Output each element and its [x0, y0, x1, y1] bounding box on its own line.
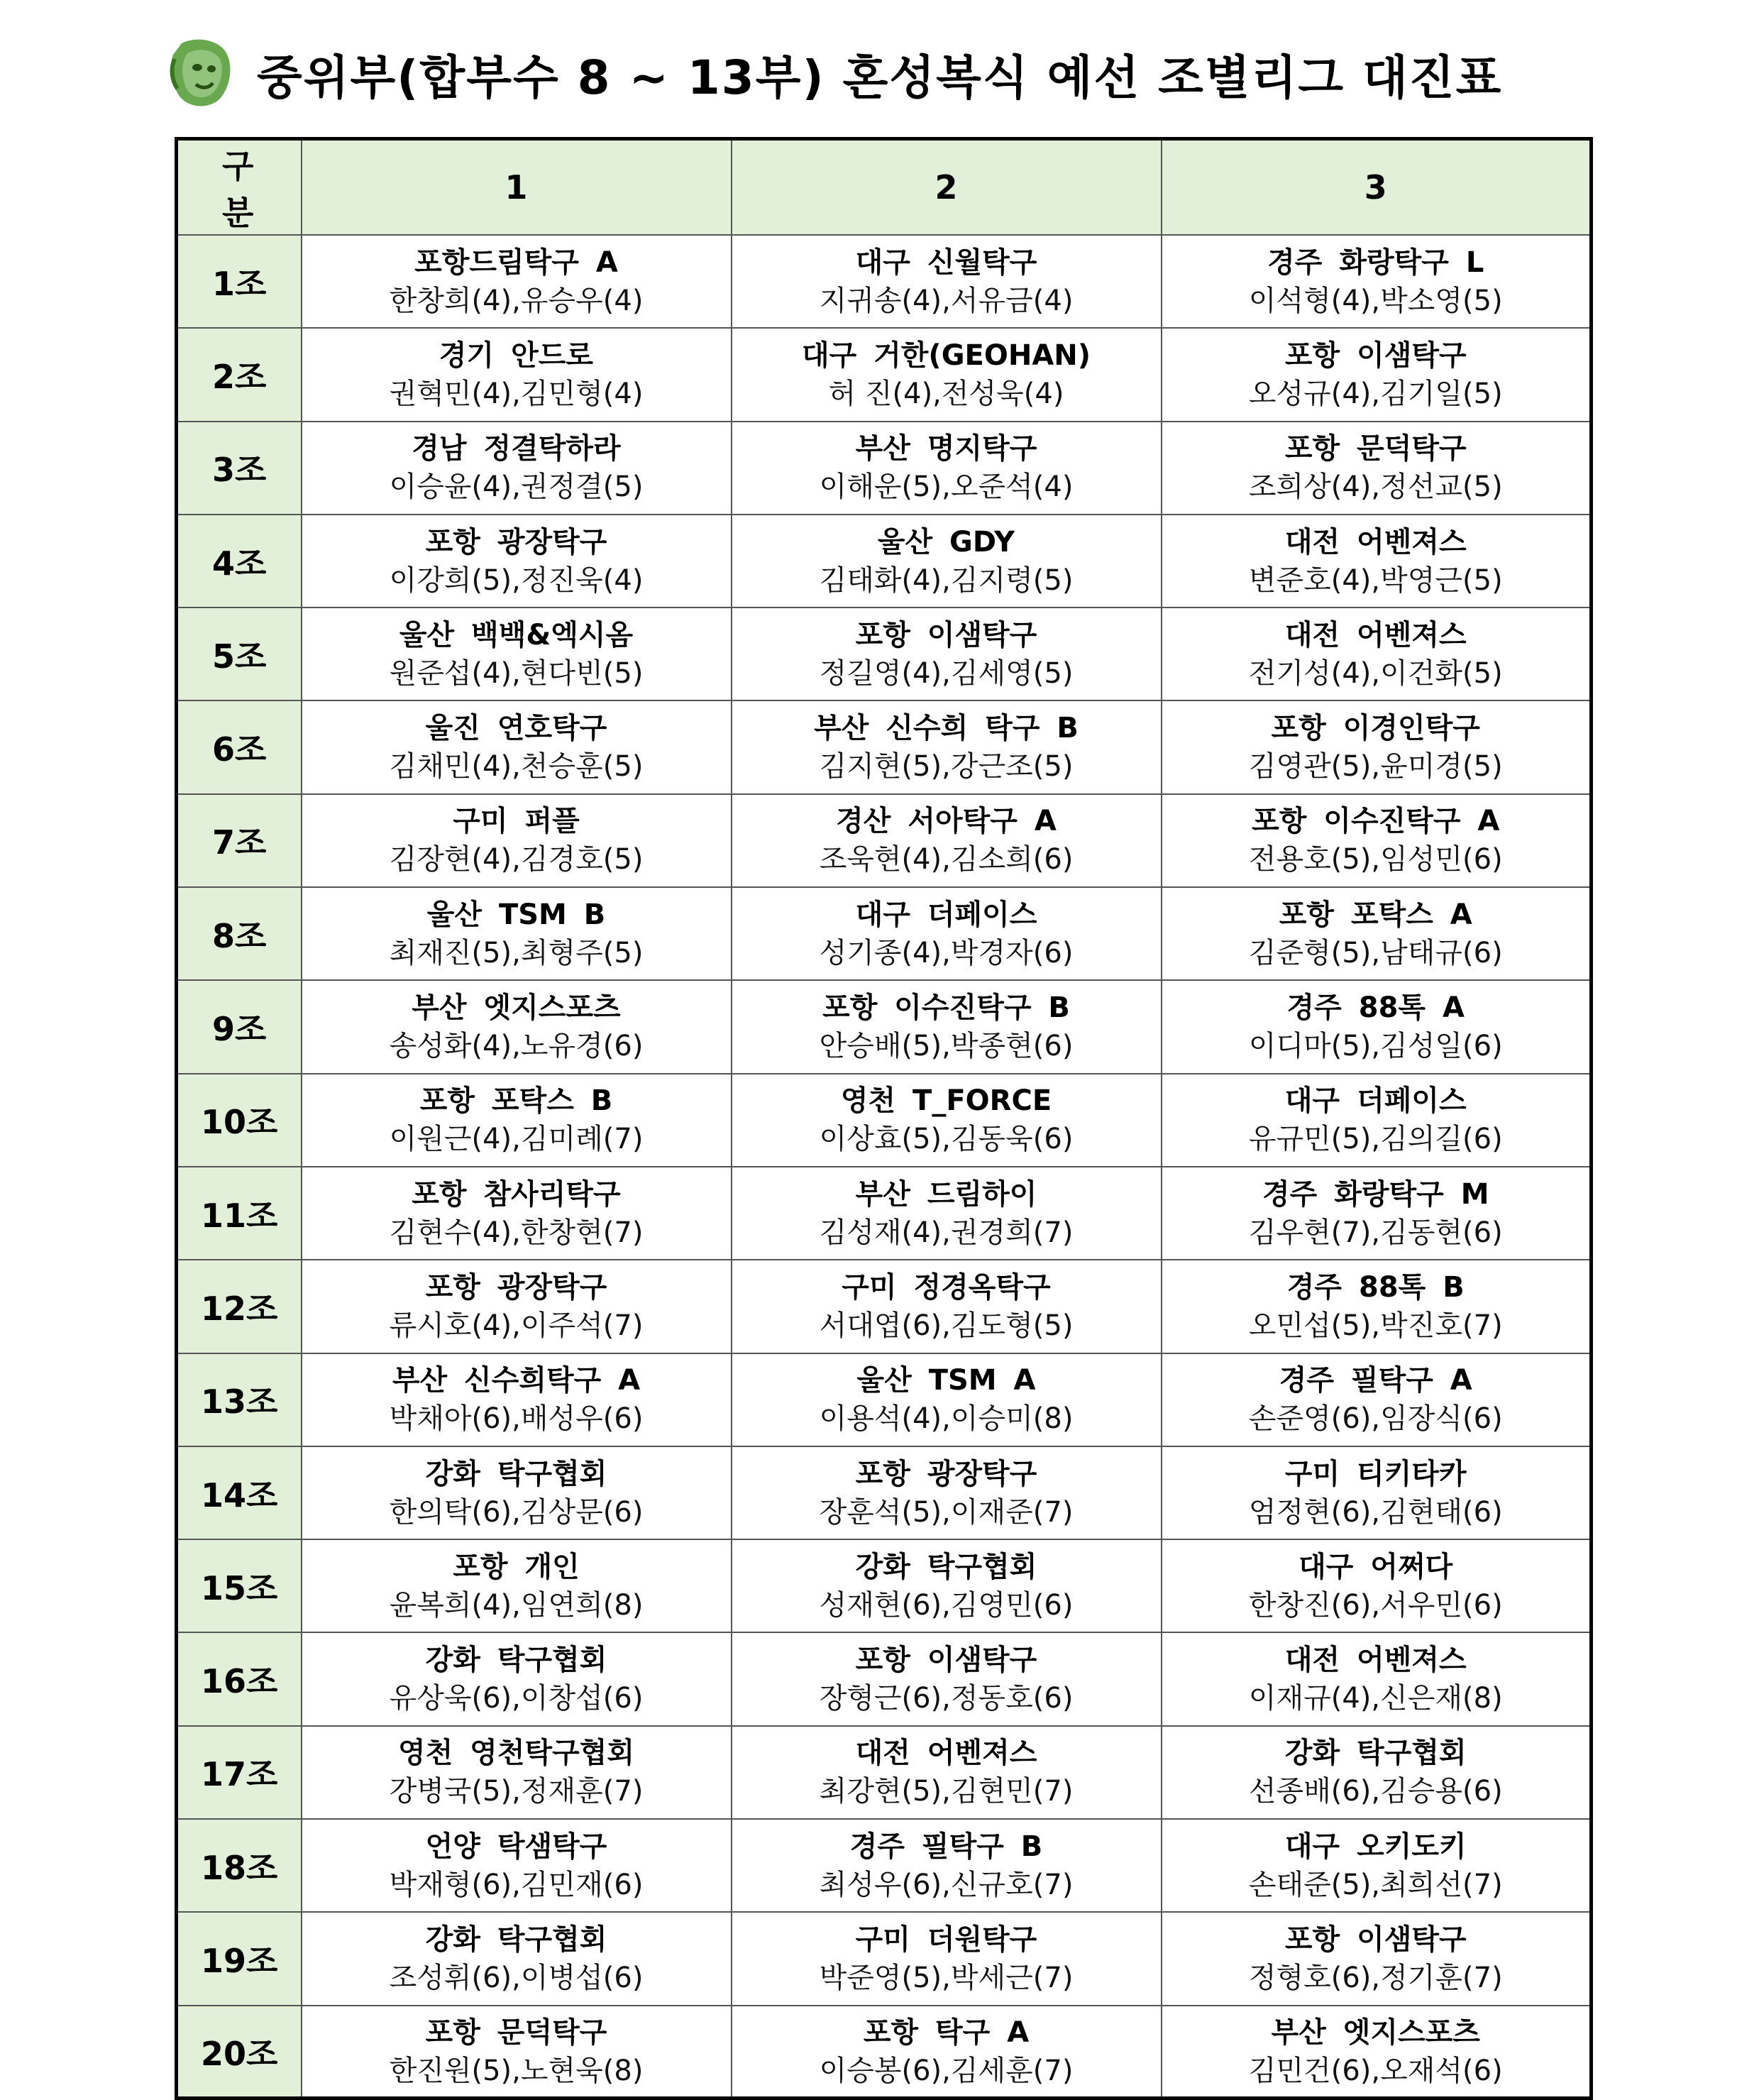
club-name: 포항 탁구 A: [863, 2016, 1030, 2049]
team-cell: [302, 794, 732, 887]
group-label: 5조: [177, 608, 302, 700]
team-cell: [1162, 1167, 1592, 1260]
club-name: 포항 이샘탁구: [855, 1644, 1037, 1677]
table-row: [177, 2006, 1592, 2099]
club-name: 포항 이샘탁구: [1284, 1923, 1467, 1956]
table-row: [177, 887, 1592, 980]
team-cell: [732, 700, 1162, 793]
table-row: [177, 1539, 1592, 1632]
club-name: 영천 T_FORCE: [840, 1084, 1052, 1118]
club-name: 경주 88톡 A: [1286, 991, 1465, 1025]
player-names: 최재진(5),최형주(5): [389, 936, 644, 969]
team-cell: [302, 887, 732, 980]
team-cell: [1162, 1912, 1592, 2005]
player-names: 조성휘(6),이병섭(6): [389, 1961, 644, 1994]
player-names: 이상효(5),김동욱(6): [819, 1123, 1074, 1156]
team-cell: [1162, 2006, 1592, 2099]
club-name: 대전 어벤져스: [855, 1737, 1037, 1770]
player-names: 김지현(5),강근조(5): [819, 750, 1074, 784]
club-name: 구미 퍼플: [453, 805, 580, 838]
team-cell: [732, 422, 1162, 515]
team-cell: [1162, 700, 1592, 793]
team-cell: [732, 980, 1162, 1073]
player-names: 조욱현(4),김소희(6): [819, 843, 1074, 876]
player-names: 최성우(6),신규호(7): [819, 1868, 1074, 1901]
player-names: 김성재(4),권경희(7): [819, 1216, 1074, 1249]
league-bracket-table: [175, 137, 1593, 2100]
group-label: 20조: [177, 2006, 302, 2099]
player-names: 성재현(6),김영민(6): [819, 1588, 1074, 1622]
team-cell: [1162, 608, 1592, 700]
player-names: 최강현(5),김현민(7): [819, 1775, 1074, 1808]
club-name: 포항 광장탁구: [425, 525, 607, 559]
player-names: 강병국(5),정재훈(7): [389, 1775, 644, 1808]
player-names: 한의탁(6),김상문(6): [389, 1495, 644, 1529]
team-cell: [302, 235, 732, 328]
group-label: 2조: [177, 328, 302, 421]
club-name: 울산 백백&엑시옴: [399, 618, 634, 652]
club-name: 포항 포탁스 A: [1279, 898, 1472, 931]
group-label: 4조: [177, 515, 302, 608]
player-names: 유상욱(6),이창섭(6): [389, 1682, 644, 1715]
team-cell: [302, 1260, 732, 1353]
team-cell: [1162, 794, 1592, 887]
player-names: 허 진(4),전성욱(4): [828, 377, 1064, 410]
club-name: 포항 문덕탁구: [1284, 432, 1467, 466]
team-cell: [1162, 1260, 1592, 1353]
club-name: 대전 어벤져스: [1284, 525, 1467, 559]
club-name: 경남 정결탁하라: [412, 432, 621, 466]
club-name: 포항 참사리탁구: [412, 1177, 621, 1211]
club-name: 부산 엣지스포츠: [412, 991, 621, 1025]
player-names: 류시호(4),이주석(7): [389, 1309, 644, 1342]
green-mask-logo-icon: [167, 38, 233, 109]
player-names: 박준영(5),박세근(7): [819, 1961, 1074, 1994]
player-names: 손준영(6),임장식(6): [1248, 1402, 1503, 1436]
club-name: 강화 탁구협회: [425, 1644, 607, 1677]
team-cell: [302, 1539, 732, 1632]
team-cell: [732, 1446, 1162, 1539]
club-name: 경주 필탁구 A: [1279, 1364, 1472, 1397]
player-names: 이승윤(4),권정결(5): [389, 471, 644, 504]
player-names: 이강희(5),정진욱(4): [389, 564, 644, 597]
club-name: 부산 명지탁구: [855, 432, 1037, 466]
team-cell: [302, 1632, 732, 1725]
team-cell: [1162, 328, 1592, 421]
club-name: 부산 신수희탁구 A: [392, 1364, 641, 1397]
player-names: 정길영(4),김세영(5): [819, 656, 1074, 690]
player-names: 원준섭(4),현다빈(5): [389, 656, 644, 690]
team-cell: [302, 1912, 732, 2005]
club-name: 포항 이경인탁구: [1271, 712, 1480, 745]
club-name: 포항 이샘탁구: [1284, 339, 1467, 372]
team-cell: [1162, 235, 1592, 328]
player-names: 한창희(4),유승우(4): [389, 284, 644, 317]
club-name: 경기 안드로: [439, 339, 594, 372]
team-cell: [732, 1353, 1162, 1446]
group-label: 19조: [177, 1912, 302, 2005]
team-cell: [732, 328, 1162, 421]
table-row: [177, 980, 1592, 1073]
club-name: 울산 GDY: [877, 525, 1015, 559]
player-names: 성기종(4),박경자(6): [819, 936, 1074, 969]
club-name: 울산 TSM A: [856, 1364, 1036, 1397]
team-cell: [732, 1632, 1162, 1725]
player-names: 선종배(6),김승용(6): [1248, 1775, 1503, 1808]
player-names: 박재형(6),김민재(6): [389, 1868, 644, 1901]
club-name: 포항 문덕탁구: [425, 2016, 607, 2049]
team-cell: [732, 1167, 1162, 1260]
player-names: 이승봉(6),김세훈(7): [819, 2054, 1074, 2087]
header-group: 구 분: [177, 139, 302, 236]
player-names: 이용석(4),이승미(8): [819, 1402, 1074, 1436]
team-cell: [1162, 1819, 1592, 1912]
table-row: [177, 1632, 1592, 1725]
player-names: 이재규(4),신은재(8): [1248, 1682, 1503, 1715]
player-names: 지귀송(4),서유금(4): [819, 284, 1074, 317]
club-name: 경주 필탁구 B: [849, 1830, 1043, 1863]
club-name: 대구 어쩌다: [1298, 1550, 1453, 1583]
club-name: 구미 더원탁구: [855, 1923, 1037, 1956]
team-cell: [302, 1074, 732, 1167]
team-cell: [1162, 422, 1592, 515]
page-title: 중위부(합부수 8 ~ 13부) 혼성복식 예선 조별리그 대진표: [257, 50, 1503, 105]
team-cell: [302, 1726, 732, 1819]
player-names: 엄정현(6),김현태(6): [1248, 1495, 1503, 1529]
table-row: [177, 1819, 1592, 1912]
table-row: [177, 794, 1592, 887]
header-col-1: 1: [302, 139, 732, 236]
player-names: 김민건(6),오재석(6): [1248, 2054, 1503, 2087]
club-name: 포항 광장탁구: [425, 1270, 607, 1304]
club-name: 부산 신수희 탁구 B: [814, 712, 1079, 745]
club-name: 포항 개인: [453, 1550, 580, 1583]
player-names: 김채민(4),천승훈(5): [389, 750, 644, 784]
club-name: 부산 엣지스포츠: [1271, 2016, 1480, 2049]
table-row: [177, 1260, 1592, 1353]
club-name: 대전 어벤져스: [1284, 1644, 1467, 1677]
club-name: 포항드림탁구 A: [414, 246, 618, 279]
group-label: 12조: [177, 1260, 302, 1353]
player-names: 김태화(4),김지령(5): [819, 564, 1074, 597]
club-name: 대구 더페이스: [855, 898, 1037, 931]
team-cell: [302, 1167, 732, 1260]
club-name: 대구 신월탁구: [855, 246, 1037, 279]
team-cell: [1162, 1353, 1592, 1446]
club-name: 대구 거한(GEOHAN): [801, 339, 1091, 372]
header-col-2: 2: [732, 139, 1162, 236]
team-cell: [732, 608, 1162, 700]
team-cell: [302, 1353, 732, 1446]
group-label: 1조: [177, 235, 302, 328]
club-name: 경주 88톡 B: [1286, 1270, 1465, 1304]
player-names: 장형근(6),정동호(6): [819, 1682, 1074, 1715]
club-name: 구미 티키타카: [1284, 1457, 1467, 1490]
club-name: 대구 오키도키: [1284, 1830, 1467, 1863]
club-name: 울진 연호탁구: [425, 712, 607, 745]
table-row: [177, 422, 1592, 515]
team-cell: [732, 515, 1162, 608]
team-cell: [732, 2006, 1162, 2099]
club-name: 경산 서아탁구 A: [836, 805, 1057, 838]
group-label: 15조: [177, 1539, 302, 1632]
table-row: [177, 235, 1592, 328]
group-label: 10조: [177, 1074, 302, 1167]
player-names: 이해운(5),오준석(4): [819, 471, 1074, 504]
table-row: [177, 515, 1592, 608]
table-row: [177, 1353, 1592, 1446]
team-cell: [1162, 515, 1592, 608]
team-cell: [302, 700, 732, 793]
player-names: 변준호(4),박영근(5): [1248, 564, 1503, 597]
club-name: 강화 탁구협회: [1284, 1737, 1467, 1770]
player-names: 김우현(7),김동현(6): [1248, 1216, 1503, 1249]
team-cell: [302, 1446, 732, 1539]
club-name: 포항 포탁스 B: [419, 1084, 613, 1118]
club-name: 부산 드림하이: [855, 1177, 1037, 1211]
club-name: 언양 탁샘탁구: [425, 1830, 607, 1863]
table-row: [177, 328, 1592, 421]
club-name: 영천 영천탁구협회: [397, 1737, 635, 1770]
header-col-3: 3: [1162, 139, 1592, 236]
group-label: 9조: [177, 980, 302, 1073]
club-name: 대전 어벤져스: [1284, 618, 1467, 652]
header-row: [177, 139, 1592, 236]
player-names: 윤복희(4),임연희(8): [389, 1588, 644, 1622]
player-names: 장훈석(5),이재준(7): [819, 1495, 1074, 1529]
team-cell: [732, 1726, 1162, 1819]
player-names: 오민섭(5),박진호(7): [1248, 1309, 1503, 1342]
table-row: [177, 608, 1592, 700]
player-names: 유규민(5),김의길(6): [1248, 1123, 1503, 1156]
club-name: 울산 TSM B: [426, 898, 606, 931]
player-names: 한진원(5),노현욱(8): [389, 2054, 644, 2087]
club-name: 구미 정경옥탁구: [842, 1270, 1051, 1304]
team-cell: [1162, 1632, 1592, 1725]
team-cell: [732, 1539, 1162, 1632]
team-cell: [732, 794, 1162, 887]
table-row: [177, 700, 1592, 793]
title-row: [167, 34, 1587, 112]
player-names: 박채아(6),배성우(6): [389, 1402, 644, 1436]
team-cell: [732, 1074, 1162, 1167]
player-names: 권혁민(4),김민형(4): [389, 377, 644, 410]
player-names: 서대엽(6),김도형(5): [819, 1309, 1074, 1342]
team-cell: [732, 887, 1162, 980]
player-names: 김준형(5),남태규(6): [1248, 936, 1503, 969]
group-label: 3조: [177, 422, 302, 515]
club-name: 포항 이수진탁구 A: [1252, 805, 1500, 838]
club-name: 경주 화랑탁구 M: [1262, 1177, 1489, 1211]
team-cell: [1162, 1074, 1592, 1167]
table-row: [177, 1446, 1592, 1539]
player-names: 김장현(4),김경호(5): [389, 843, 644, 876]
team-cell: [302, 328, 732, 421]
group-label: 17조: [177, 1726, 302, 1819]
player-names: 전기성(4),이건화(5): [1248, 656, 1503, 690]
club-name: 강화 탁구협회: [425, 1923, 607, 1956]
team-cell: [732, 235, 1162, 328]
player-names: 이원근(4),김미례(7): [389, 1123, 644, 1156]
group-label: 11조: [177, 1167, 302, 1260]
player-names: 김영관(5),윤미경(5): [1248, 750, 1503, 784]
team-cell: [1162, 887, 1592, 980]
table-row: [177, 1074, 1592, 1167]
group-label: 16조: [177, 1632, 302, 1725]
club-name: 포항 이샘탁구: [855, 618, 1037, 652]
player-names: 손태준(5),최희선(7): [1248, 1868, 1503, 1901]
club-name: 강화 탁구협회: [855, 1550, 1037, 1583]
player-names: 이디마(5),김성일(6): [1248, 1030, 1503, 1063]
team-cell: [1162, 1726, 1592, 1819]
player-names: 송성화(4),노유경(6): [389, 1030, 644, 1063]
player-names: 정형호(6),정기훈(7): [1248, 1961, 1503, 1994]
group-label: 7조: [177, 794, 302, 887]
team-cell: [732, 1260, 1162, 1353]
team-cell: [302, 1819, 732, 1912]
player-names: 조희상(4),정선교(5): [1248, 471, 1503, 504]
club-name: 경주 화랑탁구 L: [1267, 246, 1484, 279]
table-row: [177, 1167, 1592, 1260]
team-cell: [1162, 980, 1592, 1073]
team-cell: [1162, 1539, 1592, 1632]
group-label: 18조: [177, 1819, 302, 1912]
club-name: 대구 더페이스: [1284, 1084, 1467, 1118]
player-names: 전용호(5),임성민(6): [1248, 843, 1503, 876]
player-names: 김현수(4),한창현(7): [389, 1216, 644, 1249]
team-cell: [302, 608, 732, 700]
player-names: 오성규(4),김기일(5): [1248, 377, 1503, 410]
team-cell: [732, 1912, 1162, 2005]
team-cell: [302, 515, 732, 608]
team-cell: [732, 1819, 1162, 1912]
table-row: [177, 1912, 1592, 2005]
group-label: 14조: [177, 1446, 302, 1539]
team-cell: [1162, 1446, 1592, 1539]
team-cell: [302, 980, 732, 1073]
club-name: 포항 광장탁구: [855, 1457, 1037, 1490]
club-name: 포항 이수진탁구 B: [822, 991, 1070, 1025]
bracket-body: [177, 235, 1592, 2099]
group-label: 8조: [177, 887, 302, 980]
player-names: 안승배(5),박종현(6): [819, 1030, 1074, 1063]
team-cell: [302, 422, 732, 515]
player-names: 이석형(4),박소영(5): [1248, 284, 1503, 317]
group-label: 13조: [177, 1353, 302, 1446]
group-label: 6조: [177, 700, 302, 793]
club-name: 강화 탁구협회: [425, 1457, 607, 1490]
table-row: [177, 1726, 1592, 1819]
team-cell: [302, 2006, 732, 2099]
player-names: 한창진(6),서우민(6): [1248, 1588, 1503, 1622]
